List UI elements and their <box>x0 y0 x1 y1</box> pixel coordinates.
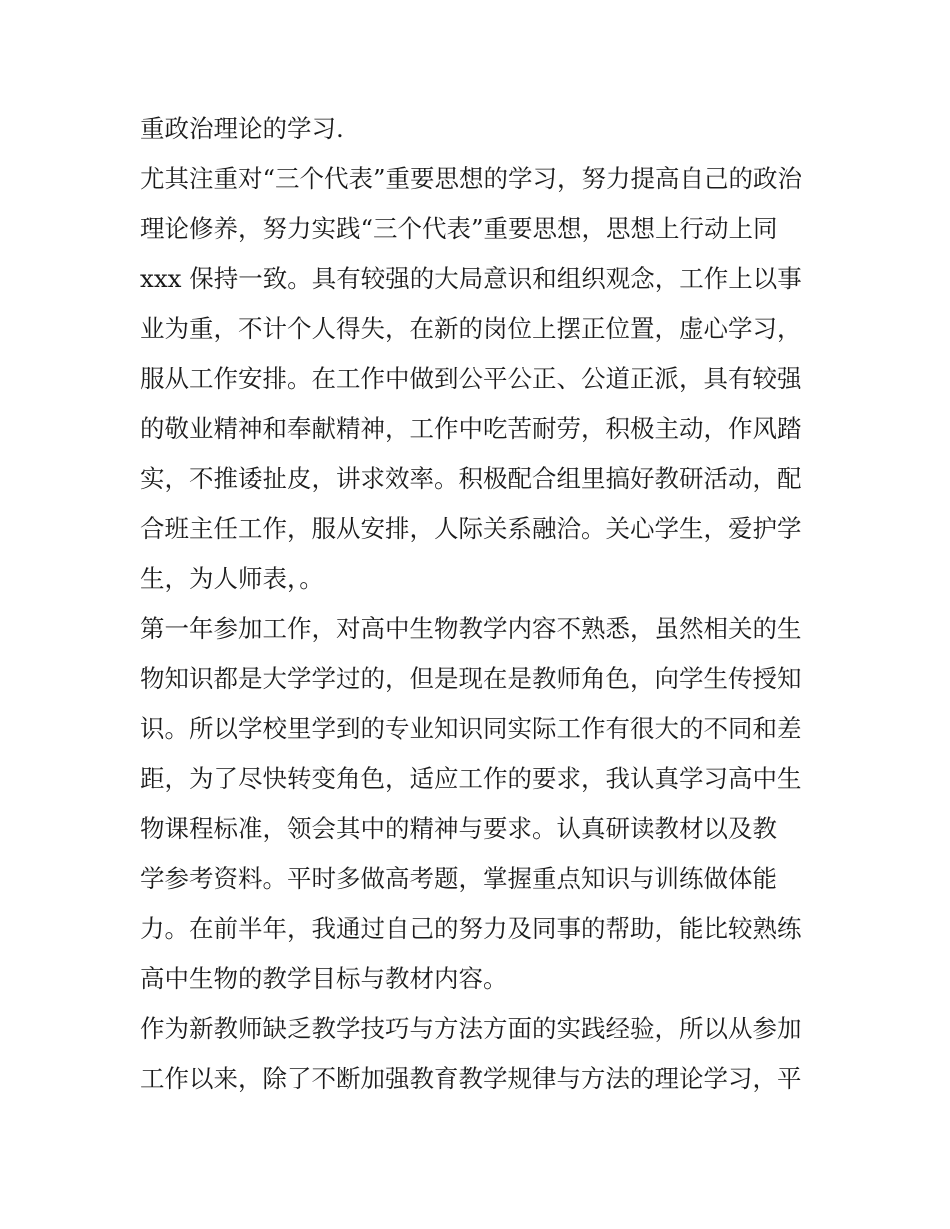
text-line: 第一年参加工作，对高中生物教学内容不熟悉，虽然相关的生 <box>140 614 802 643</box>
text-line: 重政治理论的学习. <box>140 114 344 143</box>
text-line: 距，为了尽快转变角色，适应工作的要求，我认真学习高中生 <box>140 764 802 793</box>
text-line: 业为重，不计个人得失，在新的岗位上摆正位置，虚心学习， <box>140 314 802 343</box>
text-line: 高中生物的教学目标与教材内容。 <box>140 964 508 993</box>
text-line: 物知识都是大学学过的，但是现在是教师角色，向学生传授知 <box>140 664 802 693</box>
text-line: 物课程标准，领会其中的精神与要求。认真研读教材以及教 <box>140 814 777 843</box>
text-line: 作为新教师缺乏教学技巧与方法方面的实践经验，所以从参加 <box>140 1014 802 1043</box>
text-line: 识。所以学校里学到的专业知识同实际工作有很大的不同和差 <box>140 714 802 743</box>
text-line: xxx 保持一致。具有较强的大局意识和组织观念，工作上以事 <box>140 264 802 293</box>
text-line: 理论修养，努力实践“三个代表”重要思想，思想上行动上同 <box>140 214 778 243</box>
text-line: 服从工作安排。在工作中做到公平公正、公道正派，具有较强 <box>140 364 802 393</box>
text-line: 学参考资料。平时多做高考题，掌握重点知识与训练做体能 <box>140 864 777 893</box>
text-line: 力。在前半年，我通过自己的努力及同事的帮助，能比较熟练 <box>140 914 802 943</box>
text-line: 合班主任工作，服从安排，人际关系融洽。关心学生，爱护学 <box>140 514 802 543</box>
document-body <box>140 104 820 1104</box>
text-line: 尤其注重对“三个代表”重要思想的学习，努力提高自己的政治 <box>140 164 803 193</box>
text-line: 生，为人师表，。 <box>140 564 324 593</box>
text-line: 的敬业精神和奉献精神，工作中吃苦耐劳，积极主动，作风踏 <box>140 414 802 443</box>
text-line: 工作以来，除了不断加强教育教学规律与方法的理论学习，平 <box>140 1064 802 1093</box>
text-line: 实，不推诿扯皮，讲求效率。积极配合组里搞好教研活动，配 <box>140 464 802 493</box>
